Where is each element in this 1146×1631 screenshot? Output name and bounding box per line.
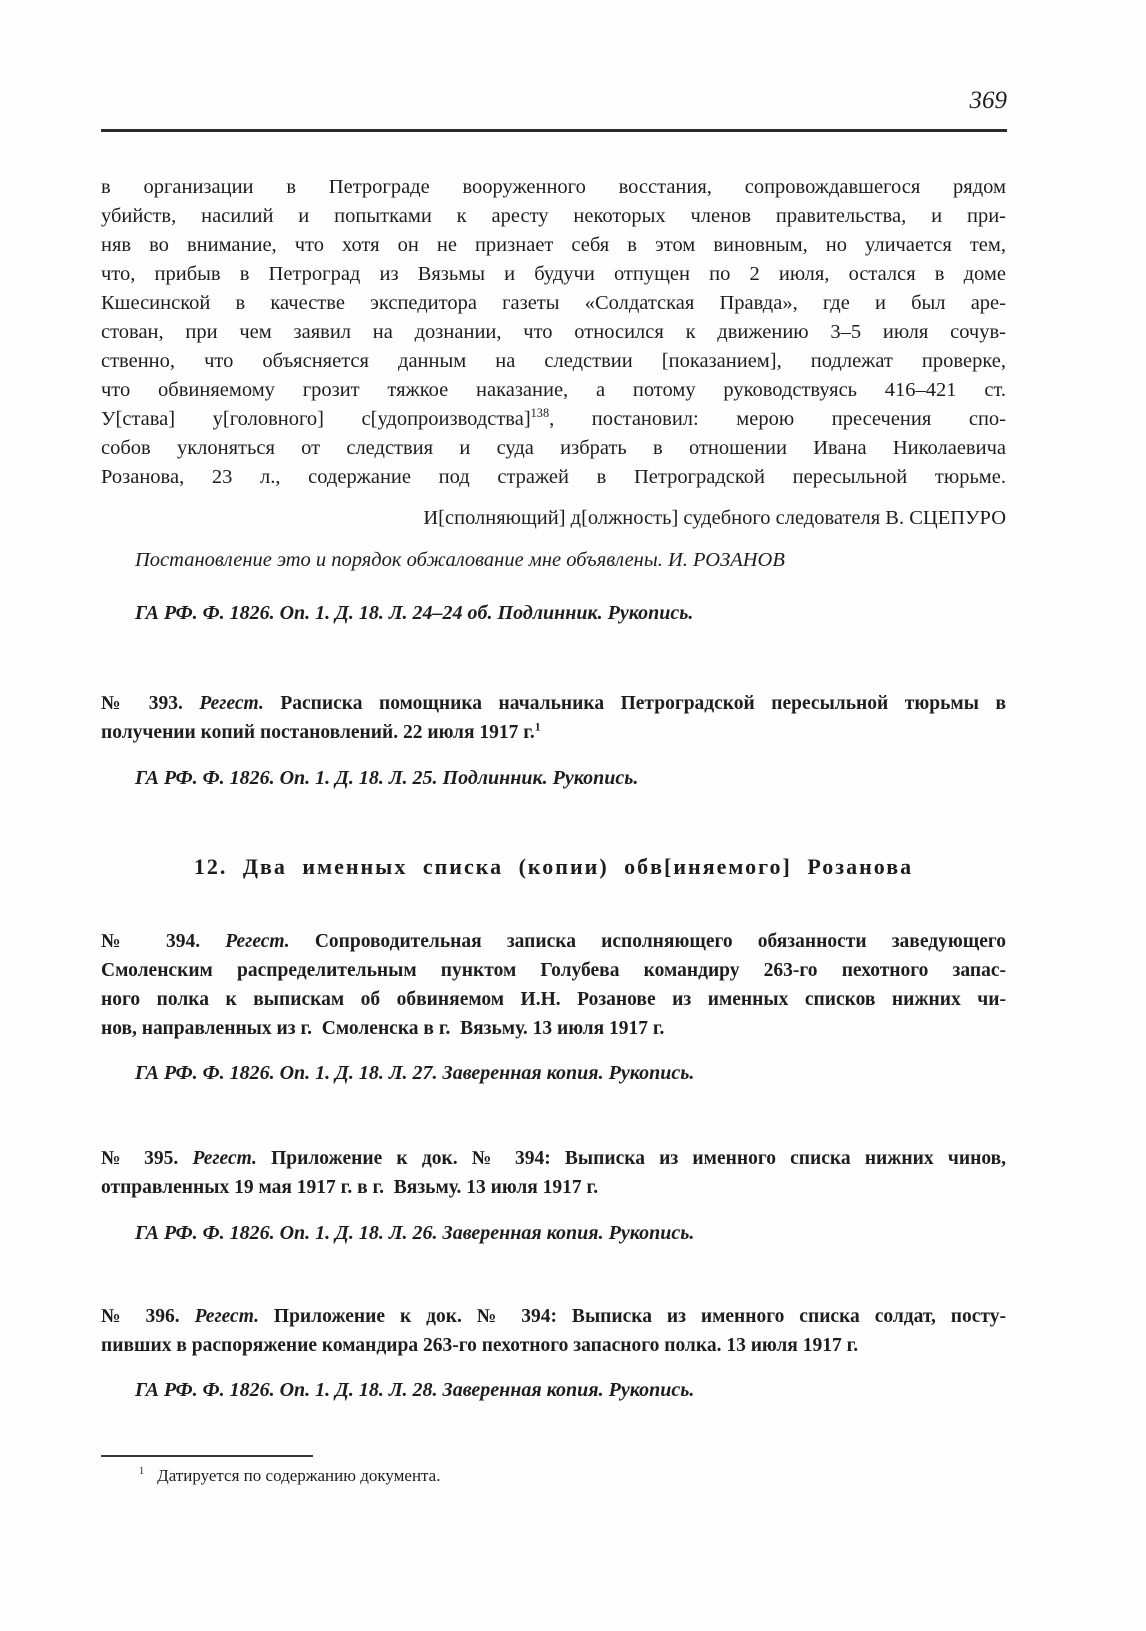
archive-reference: ГА РФ. Ф. 1826. Оп. 1. Д. 18. Л. 28. Заверенная копия. Рукопись. [135,1379,695,1401]
doc-entry-393 [101,689,1006,747]
acknowledgement-line: Постановление это и порядок обжалование мне объявлены. И. РОЗАНОВ [135,549,785,571]
doc-394-regest-label: Регест. [225,931,290,952]
header-rule [101,129,1007,132]
footnote-reference-1: 1 [534,720,541,734]
doc-396-line-2: пивших в распоряжение командира 263-го пехотного запасного полка. 13 июля 1917 г. [101,1335,859,1356]
doc-396-number: № 396. [101,1306,180,1327]
footnote-marker: 1 [139,1466,145,1478]
archive-reference: ГА РФ. Ф. 1826. Оп. 1. Д. 18. Л. 26. Заверенная копия. Рукопись. [135,1222,695,1244]
doc-393-regest-label: Регест. [199,693,264,714]
doc-395-number: № 395. [101,1148,179,1169]
doc-396-regest-label: Регест. [194,1306,259,1327]
intro-line: убийств, насилий и попытками к аресту некоторых членов правительства, и при- [101,205,1006,227]
intro-line: Розанова, 23 л., содержание под стражей в Петроградской пересыльной тюрьме. [101,466,1006,488]
signature-line: И[сполняющий] д[олжность] судебного следователя В. СЦЕПУРО [423,507,1006,529]
doc-394-line-4: нов, направленных из г. Смоленска в г. Вязьму. 13 июля 1917 г. [101,1018,665,1039]
doc-393-title: Расписка помощника начальника Петроградской пересыльной тюрьмы в [280,693,1006,714]
doc-396-line-1 [101,1302,1006,1331]
intro-line-9-text: У[става] у[головного] с[удопроизводства] [101,408,531,430]
intro-line: что обвиняемому грозит тяжкое наказание, а потому руководствуясь 416–421 ст. [101,379,1006,401]
doc-395-line-2: отправленных 19 мая 1917 г. в г. Вязьму. 13 июля 1917 г. [101,1177,599,1198]
doc-395-title: Приложение к док. № 394: Выписка из именного списка нижних чинов, [271,1148,1006,1169]
doc-394-title: Сопроводительная записка исполняющего обязанности заведующего [314,931,1006,952]
doc-394-line-1 [101,927,1006,956]
footnote [101,1464,1006,1488]
doc-entry-395 [101,1144,1006,1202]
footnote-rule [101,1455,313,1457]
doc-395-line-1 [101,1144,1006,1173]
intro-line-with-footnote-ref [101,405,1006,434]
doc-394-number: № 394. [101,931,201,952]
doc-393-line-1 [101,689,1006,718]
doc-393-line-2 [101,718,1006,747]
archive-reference: ГА РФ. Ф. 1826. Оп. 1. Д. 18. Л. 27. Заверенная копия. Рукопись. [135,1062,695,1084]
page-number: 369 [969,87,1007,114]
doc-entry-396 [101,1302,1006,1360]
endnote-reference-138: 138 [530,406,550,421]
intro-paragraph [101,173,1006,492]
intro-line: что, прибыв в Петроград из Вязьмы и будучи отпущен по 2 июля, остался в доме [101,263,1006,285]
doc-entry-394 [101,927,1006,1043]
intro-line-9-continuation: , постановил: мерою пресечения спо- [549,408,1006,430]
archive-reference: ГА РФ. Ф. 1826. Оп. 1. Д. 18. Л. 25. Подлинник. Рукопись. [135,767,639,789]
intro-line: няв во внимание, что хотя он не признает себя в этом виновным, но уличается тем, [101,234,1006,256]
doc-393-title-continuation: получении копий постановлений. 22 июля 1917 г. [101,722,535,743]
doc-395-regest-label: Регест. [192,1148,257,1169]
doc-393-number: № 393. [101,693,183,714]
footnote-text: Датируется по содержанию документа. [157,1466,441,1485]
intro-line: в организации в Петрограде вооруженного восстания, сопровождавшегося рядом [101,176,1006,198]
intro-line: ственно, что объясняется данным на следствии [показанием], подлежат проверке, [101,350,1006,372]
doc-394-line-2: Смоленским распределительным пунктом Голубева командиру 263-го пехотного запас- [101,960,1006,981]
doc-394-line-3: ного полка к выпискам об обвиняемом И.Н. Розанове из именных списков нижних чи- [101,989,1006,1010]
intro-line: Кшесинской в качестве экспедитора газеты «Солдатская Правда», где и был аре- [101,292,1006,314]
intro-line: собов уклоняться от следствия и суда избрать в отношении Ивана Николаевича [101,437,1006,459]
intro-line: стован, при чем заявил на дознании, что относился к движению 3–5 июля сочув- [101,321,1006,343]
doc-396-title: Приложение к док. № 394: Выписка из именного списка солдат, посту- [273,1306,1006,1327]
section-heading: 12. Два именных списка (копии) обв[иняемого] Розанова [193,854,914,879]
archive-reference: ГА РФ. Ф. 1826. Оп. 1. Д. 18. Л. 24–24 об. Подлинник. Рукопись. [135,602,694,624]
